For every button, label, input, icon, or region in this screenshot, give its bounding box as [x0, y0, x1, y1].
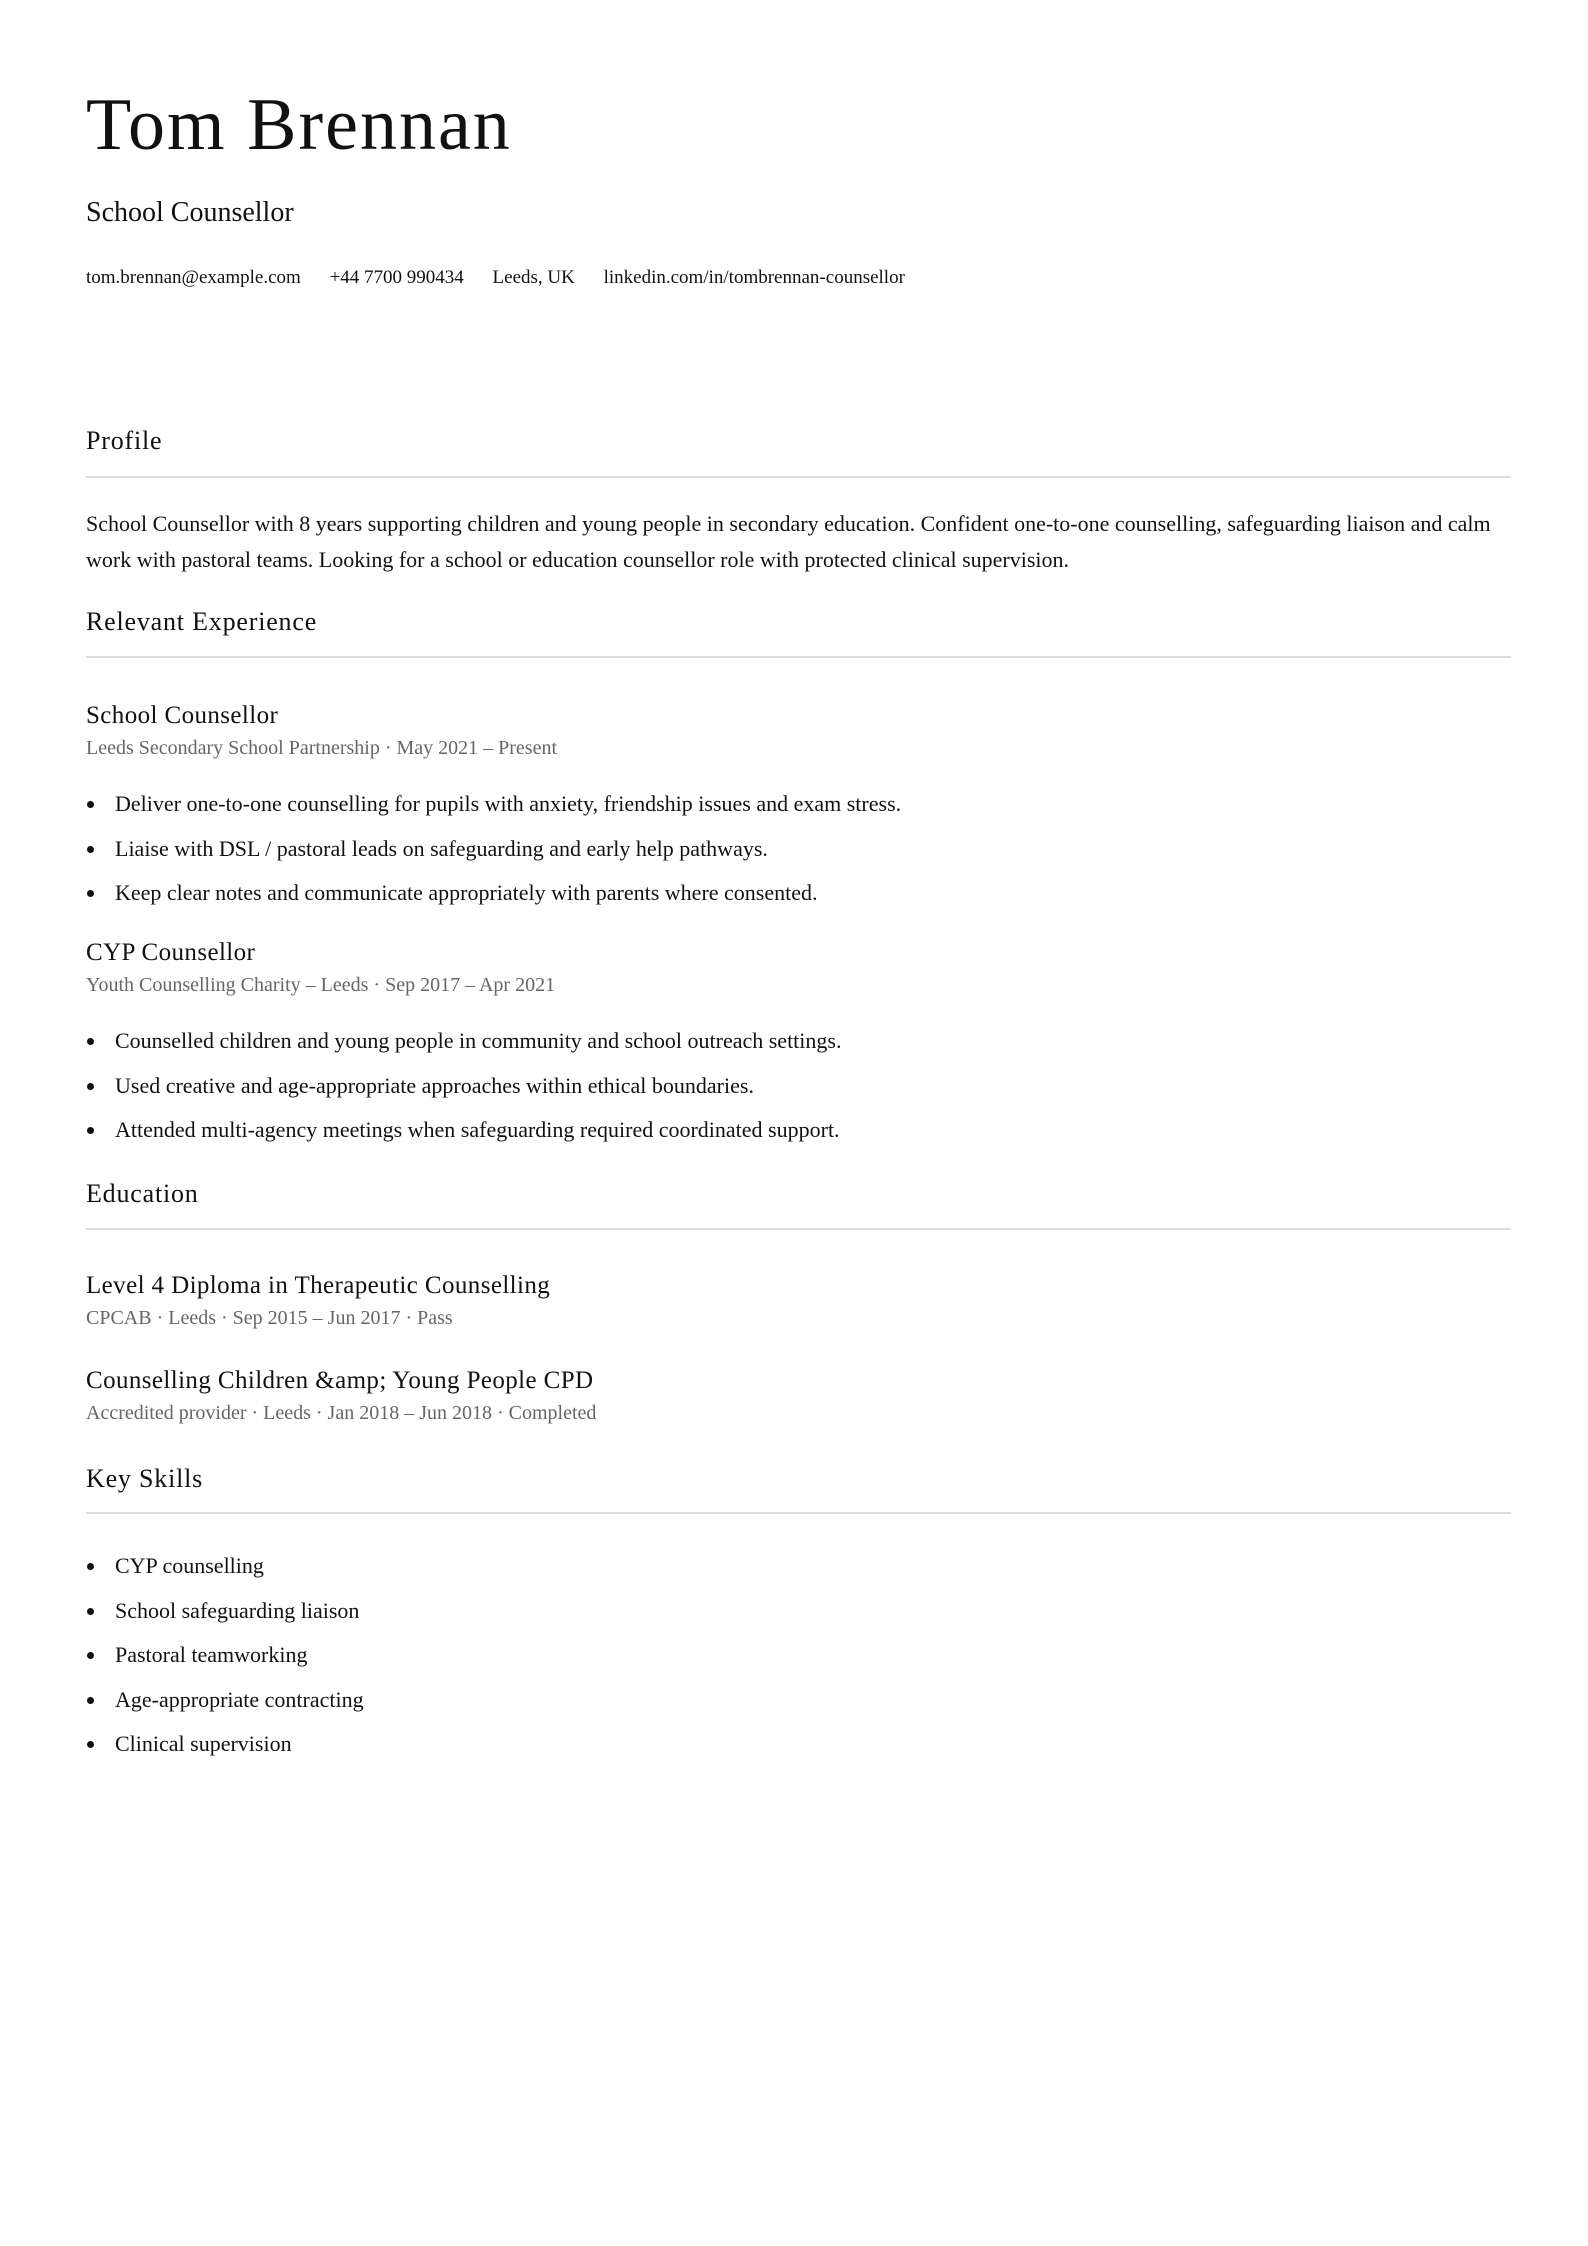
list-item: Used creative and age-appropriate approaches within ethical boundaries.	[86, 1075, 841, 1120]
candidate-name: Tom Brennan	[86, 84, 512, 166]
education-name: Counselling Children &amp; Young People CPD	[86, 1367, 594, 1394]
profile-summary: School Counsellor with 8 years supporting children and young people in secondary education. Confident one-to-one counselling, safeguarding liaison and calm work with pastoral teams. Looking for a school or education counsellor role with protected clinical supervision.	[86, 511, 1491, 572]
list-item: Liaise with DSL / pastoral leads on safeguarding and early help pathways.	[86, 838, 901, 883]
contact-location: Leeds, UK	[492, 267, 575, 288]
list-item: Counselled children and young people in community and school outreach settings.	[86, 1030, 841, 1075]
contact-line	[86, 268, 929, 287]
section-divider	[86, 1512, 1511, 1514]
education-meta: CPCAB · Leeds · Sep 2015 – Jun 2017 · Pass	[86, 1307, 453, 1329]
education-meta: Accredited provider · Leeds · Jan 2018 – Jun 2018 · Completed	[86, 1402, 597, 1424]
list-item: Pastoral teamworking	[86, 1644, 364, 1689]
contact-email: tom.brennan@example.com	[86, 267, 301, 288]
skills-list	[86, 1555, 364, 1778]
education-name: Level 4 Diploma in Therapeutic Counselling	[86, 1272, 551, 1299]
job-meta: Youth Counselling Charity – Leeds · Sep 2017 – Apr 2021	[86, 974, 556, 996]
list-item: CYP counselling	[86, 1555, 364, 1600]
section-title-experience: Relevant Experience	[86, 607, 318, 636]
section-divider	[86, 1228, 1511, 1230]
list-item: Deliver one-to-one counselling for pupils with anxiety, friendship issues and exam stress.	[86, 793, 901, 838]
job-bullets	[86, 1030, 841, 1164]
section-title-skills: Key Skills	[86, 1464, 204, 1493]
job-role: School Counsellor	[86, 702, 279, 729]
section-divider	[86, 476, 1511, 478]
contact-linkedin: linkedin.com/in/tombrennan-counsellor	[603, 267, 905, 288]
job-role: CYP Counsellor	[86, 939, 256, 966]
list-item: Clinical supervision	[86, 1733, 364, 1778]
list-item: Age-appropriate contracting	[86, 1689, 364, 1734]
list-item: Keep clear notes and communicate appropriately with parents where consented.	[86, 882, 901, 927]
list-item: School safeguarding liaison	[86, 1600, 364, 1645]
list-item: Attended multi-agency meetings when safeguarding required coordinated support.	[86, 1119, 841, 1164]
job-bullets	[86, 793, 901, 927]
section-title-profile: Profile	[86, 426, 163, 455]
job-meta: Leeds Secondary School Partnership · May 2021 – Present	[86, 737, 558, 759]
contact-phone: +44 7700 990434	[329, 267, 464, 288]
candidate-headline: School Counsellor	[86, 197, 294, 228]
section-title-education: Education	[86, 1179, 199, 1208]
section-divider	[86, 656, 1511, 658]
